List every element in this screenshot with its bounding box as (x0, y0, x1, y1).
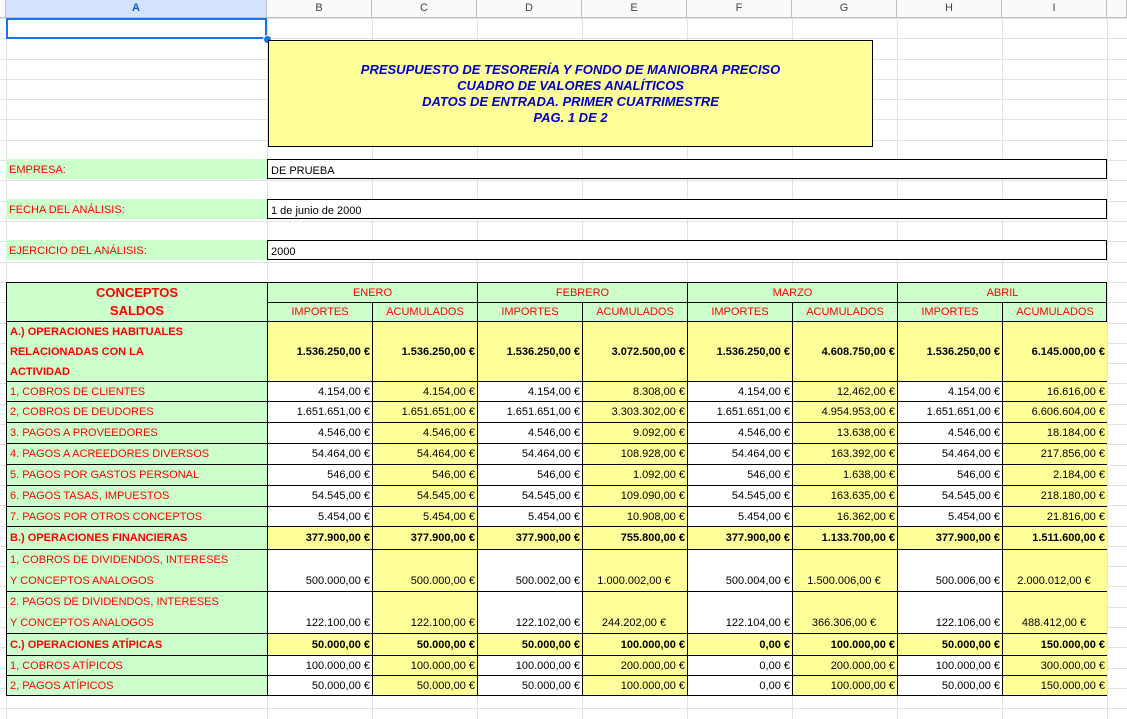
row-label-7[interactable] (6, 506, 267, 526)
value-cell[interactable]: 1.536.250,00 € (897, 321, 1002, 381)
row-label-line: Y CONCEPTOS ANALOGOS (10, 617, 154, 629)
subheader-acumulados: ACUMULADOS (372, 302, 477, 321)
value-cell[interactable]: 488.412,00 € (1002, 591, 1107, 633)
row-label-2[interactable] (6, 401, 267, 422)
value-cell[interactable]: 1.092,00 € (582, 464, 687, 485)
value-cell[interactable]: 500.006,00 € (897, 549, 1002, 591)
value-cell[interactable]: 1.511.600,00 € (1002, 526, 1107, 549)
value-cell[interactable]: 122.102,00 € (477, 591, 582, 633)
value-cell[interactable]: 54.545,00 € (267, 485, 372, 506)
value-cell[interactable]: 150.000,00 € (1002, 675, 1107, 695)
value-cell[interactable]: 1.536.250,00 € (372, 321, 477, 381)
value-cell[interactable]: 54.545,00 € (372, 485, 477, 506)
value-cell[interactable]: 500.000,00 € (267, 549, 372, 591)
value-cell[interactable]: 5.454,00 € (372, 506, 477, 526)
value-cell[interactable]: 1.536.250,00 € (267, 321, 372, 381)
value-cell[interactable]: 5.454,00 € (477, 506, 582, 526)
row-label-line: 1, COBROS ATÍPICOS (10, 660, 123, 672)
value-cell[interactable]: 100.000,00 € (372, 655, 477, 675)
value-cell[interactable]: 377.900,00 € (687, 526, 792, 549)
row-label-line: C.) OPERACIONES ATÍPICAS (10, 639, 163, 651)
column-header-g[interactable]: G (792, 0, 897, 18)
row-label-9[interactable] (6, 549, 267, 591)
value-cell[interactable]: 300.000,00 € (1002, 655, 1107, 675)
value-cell[interactable]: 377.900,00 € (372, 526, 477, 549)
value-cell[interactable]: 1.536.250,00 € (687, 321, 792, 381)
empresa-label[interactable]: EMPRESA: (6, 159, 267, 179)
column-header-a[interactable]: A (6, 0, 267, 18)
empresa-value[interactable]: DE PRUEBA (267, 159, 1107, 179)
row-label-line: 1, COBROS DE CLIENTES (10, 386, 146, 398)
value-cell[interactable]: 50.000,00 € (477, 675, 582, 695)
value-cell[interactable]: 54.545,00 € (687, 485, 792, 506)
row-label-line: 2, PAGOS ATÍPICOS (10, 680, 114, 692)
value-cell[interactable]: 122.106,00 € (897, 591, 1002, 633)
subheader-importes: IMPORTES (897, 302, 1002, 321)
subheader-acumulados: ACUMULADOS (1002, 302, 1107, 321)
row-label-6[interactable] (6, 485, 267, 506)
column-header-f[interactable]: F (687, 0, 792, 18)
row-label-line: 2, COBROS DE DEUDORES (10, 406, 154, 418)
fecha-value[interactable]: 1 de junio de 2000 (267, 199, 1107, 219)
value-cell[interactable]: 54.464,00 € (477, 443, 582, 464)
value-cell[interactable]: 546,00 € (372, 464, 477, 485)
grid-row-line (0, 708, 1127, 709)
value-cell[interactable]: 1.536.250,00 € (477, 321, 582, 381)
selected-cell-a1[interactable] (6, 18, 267, 39)
value-cell[interactable]: 500.004,00 € (687, 549, 792, 591)
value-cell[interactable]: 546,00 € (897, 464, 1002, 485)
subheader-importes: IMPORTES (477, 302, 582, 321)
conceptos-header (6, 282, 267, 321)
fecha-label[interactable]: FECHA DEL ANÁLISIS: (6, 199, 267, 219)
value-cell[interactable]: 1.651.651,00 € (687, 401, 792, 422)
row-label-8[interactable] (6, 526, 267, 549)
value-cell[interactable]: 4.546,00 € (477, 422, 582, 443)
row-label-13[interactable] (6, 675, 267, 695)
value-cell[interactable]: 9.092,00 € (582, 422, 687, 443)
value-cell[interactable]: 21.816,00 € (1002, 506, 1107, 526)
value-cell[interactable]: 100.000,00 € (477, 655, 582, 675)
column-header-b[interactable]: B (267, 0, 372, 18)
value-cell[interactable]: 3.303.302,00 € (582, 401, 687, 422)
value-cell[interactable]: 6.145.000,00 € (1002, 321, 1107, 381)
value-cell[interactable]: 1.500.006,00 € (792, 549, 897, 591)
value-cell[interactable]: 200.000,00 € (582, 655, 687, 675)
row-label-4[interactable] (6, 443, 267, 464)
value-cell[interactable]: 4.546,00 € (687, 422, 792, 443)
value-cell[interactable]: 50.000,00 € (267, 633, 372, 655)
row-label-line: 1, COBROS DE DIVIDENDOS, INTERESES (10, 554, 229, 566)
value-cell[interactable]: 122.100,00 € (372, 591, 477, 633)
conceptos-header-line1: CONCEPTOS (95, 285, 179, 300)
grid-column-line (1107, 18, 1108, 719)
value-cell[interactable]: 3.072.500,00 € (582, 321, 687, 381)
report-title-box (268, 40, 873, 147)
value-cell[interactable]: 10.908,00 € (582, 506, 687, 526)
value-cell[interactable]: 16.616,00 € (1002, 381, 1107, 401)
value-cell[interactable]: 13.638,00 € (792, 422, 897, 443)
value-cell[interactable]: 50.000,00 € (267, 675, 372, 695)
row-label-line: ACTIVIDAD (10, 366, 70, 378)
row-label-12[interactable] (6, 655, 267, 675)
value-cell[interactable]: 100.000,00 € (582, 675, 687, 695)
row-label-3[interactable] (6, 422, 267, 443)
value-cell[interactable]: 4.608.750,00 € (792, 321, 897, 381)
value-cell[interactable]: 54.464,00 € (372, 443, 477, 464)
value-cell[interactable]: 377.900,00 € (267, 526, 372, 549)
grid-row-line (0, 180, 1127, 181)
value-cell[interactable]: 1.638,00 € (792, 464, 897, 485)
value-cell[interactable]: 5.454,00 € (687, 506, 792, 526)
value-cell[interactable]: 4.546,00 € (372, 422, 477, 443)
table-bottom-border (6, 695, 1107, 696)
value-cell[interactable]: 50.000,00 € (372, 675, 477, 695)
value-cell[interactable]: 54.464,00 € (687, 443, 792, 464)
conceptos-header-line2: SALDOS (109, 303, 165, 318)
value-cell[interactable]: 5.454,00 € (897, 506, 1002, 526)
value-cell[interactable]: 108.928,00 € (582, 443, 687, 464)
value-cell[interactable]: 4.154,00 € (267, 381, 372, 401)
value-cell[interactable]: 0,00 € (687, 633, 792, 655)
column-header-d[interactable]: D (477, 0, 582, 18)
value-cell[interactable]: 100.000,00 € (582, 633, 687, 655)
value-cell[interactable]: 50.000,00 € (897, 633, 1002, 655)
row-label-line: B.) OPERACIONES FINANCIERAS (10, 532, 188, 544)
value-cell[interactable]: 1.133.700,00 € (792, 526, 897, 549)
subheader-importes: IMPORTES (267, 302, 372, 321)
row-label-line: 3. PAGOS A PROVEEDORES (10, 427, 158, 439)
value-cell[interactable]: 16.362,00 € (792, 506, 897, 526)
value-cell[interactable]: 218.180,00 € (1002, 485, 1107, 506)
row-label-line: 4. PAGOS A ACREEDORES DIVERSOS (10, 448, 210, 460)
value-cell[interactable]: 163.392,00 € (792, 443, 897, 464)
report-title-line2: CUADRO DE VALORES ANALÍTICOS (457, 77, 684, 93)
value-cell[interactable]: 6.606.604,00 € (1002, 401, 1107, 422)
value-cell[interactable]: 1.651.651,00 € (372, 401, 477, 422)
value-cell[interactable]: 546,00 € (267, 464, 372, 485)
value-cell[interactable]: 100.000,00 € (792, 675, 897, 695)
value-cell[interactable]: 4.154,00 € (372, 381, 477, 401)
value-cell[interactable]: 366.306,00 € (792, 591, 897, 633)
value-cell[interactable]: 377.900,00 € (477, 526, 582, 549)
value-cell[interactable]: 4.954.953,00 € (792, 401, 897, 422)
value-cell[interactable]: 54.464,00 € (897, 443, 1002, 464)
column-header-extra[interactable] (1107, 0, 1127, 18)
row-label-5[interactable] (6, 464, 267, 485)
subheader-acumulados: ACUMULADOS (582, 302, 687, 321)
row-label-11[interactable] (6, 633, 267, 655)
value-cell[interactable]: 109.090,00 € (582, 485, 687, 506)
value-cell[interactable]: 200.000,00 € (792, 655, 897, 675)
value-cell[interactable]: 100.000,00 € (897, 655, 1002, 675)
value-cell[interactable]: 100.000,00 € (267, 655, 372, 675)
row-label-line: 5. PAGOS POR GASTOS PERSONAL (10, 469, 200, 481)
value-cell[interactable]: 1.000.002,00 € (582, 549, 687, 591)
value-cell[interactable]: 2.184,00 € (1002, 464, 1107, 485)
grid-row-line (0, 221, 1127, 222)
value-cell[interactable]: 244.202,00 € (582, 591, 687, 633)
value-cell[interactable]: 122.100,00 € (267, 591, 372, 633)
month-header-abril: ABRIL (897, 282, 1107, 302)
subheader-importes: IMPORTES (687, 302, 792, 321)
value-cell[interactable]: 100.000,00 € (792, 633, 897, 655)
value-cell[interactable]: 1.651.651,00 € (477, 401, 582, 422)
month-header-marzo: MARZO (687, 282, 897, 302)
value-cell[interactable]: 546,00 € (477, 464, 582, 485)
column-header-h[interactable]: H (897, 0, 1002, 18)
value-cell[interactable]: 4.546,00 € (897, 422, 1002, 443)
value-cell[interactable]: 1.651.651,00 € (267, 401, 372, 422)
value-cell[interactable]: 5.454,00 € (267, 506, 372, 526)
value-cell[interactable]: 377.900,00 € (897, 526, 1002, 549)
column-header-i[interactable]: I (1002, 0, 1107, 18)
column-header-e[interactable]: E (582, 0, 687, 18)
ejercicio-value[interactable]: 2000 (267, 240, 1107, 260)
report-title-line4: PAG. 1 DE 2 (533, 109, 608, 125)
row-label-line: RELACIONADAS CON LA (10, 346, 144, 358)
row-label-line: 6. PAGOS TASAS, IMPUESTOS (10, 490, 170, 502)
value-cell[interactable]: 500.002,00 € (477, 549, 582, 591)
value-cell[interactable]: 50.000,00 € (897, 675, 1002, 695)
value-cell[interactable]: 8.308,00 € (582, 381, 687, 401)
value-cell[interactable]: 4.546,00 € (267, 422, 372, 443)
row-label-line: A.) OPERACIONES HABITUALES (10, 326, 183, 338)
value-cell[interactable]: 4.154,00 € (897, 381, 1002, 401)
value-cell[interactable]: 500.000,00 € (372, 549, 477, 591)
report-title-line1: PRESUPUESTO DE TESORERÍA Y FONDO DE MANIOBRA PRECISO (360, 61, 781, 77)
value-cell[interactable]: 54.545,00 € (477, 485, 582, 506)
row-label-1[interactable] (6, 381, 267, 401)
value-cell[interactable]: 0,00 € (687, 655, 792, 675)
row-label-10[interactable] (6, 591, 267, 633)
month-header-enero: ENERO (267, 282, 477, 302)
value-cell[interactable]: 54.545,00 € (897, 485, 1002, 506)
value-cell[interactable]: 122.104,00 € (687, 591, 792, 633)
value-cell[interactable]: 54.464,00 € (267, 443, 372, 464)
value-cell[interactable]: 2.000.012,00 € (1002, 549, 1107, 591)
value-cell[interactable]: 546,00 € (687, 464, 792, 485)
row-label-line: 2. PAGOS DE DIVIDENDOS, INTERESES (10, 596, 219, 608)
value-cell[interactable]: 217.856,00 € (1002, 443, 1107, 464)
value-cell[interactable]: 4.154,00 € (687, 381, 792, 401)
column-header-c[interactable]: C (372, 0, 477, 18)
value-cell[interactable]: 1.651.651,00 € (897, 401, 1002, 422)
report-title-line3: DATOS DE ENTRADA. PRIMER CUATRIMESTRE (422, 93, 719, 109)
row-label-line: 7. PAGOS POR OTROS CONCEPTOS (10, 511, 203, 523)
value-cell[interactable]: 0,00 € (687, 675, 792, 695)
value-cell[interactable]: 755.800,00 € (582, 526, 687, 549)
value-cell[interactable]: 150.000,00 € (1002, 633, 1107, 655)
month-header-febrero: FEBRERO (477, 282, 687, 302)
grid-row-line (0, 262, 1127, 263)
value-cell[interactable]: 4.154,00 € (477, 381, 582, 401)
value-cell[interactable]: 50.000,00 € (372, 633, 477, 655)
value-cell[interactable]: 163.635,00 € (792, 485, 897, 506)
value-cell[interactable]: 18.184,00 € (1002, 422, 1107, 443)
ejercicio-label[interactable]: EJERCICIO DEL ANÁLISIS: (6, 240, 267, 260)
subheader-acumulados: ACUMULADOS (792, 302, 897, 321)
value-cell[interactable]: 50.000,00 € (477, 633, 582, 655)
value-cell[interactable]: 12.462,00 € (792, 381, 897, 401)
row-label-line: Y CONCEPTOS ANALOGOS (10, 575, 154, 587)
row-label-0[interactable] (6, 321, 267, 381)
